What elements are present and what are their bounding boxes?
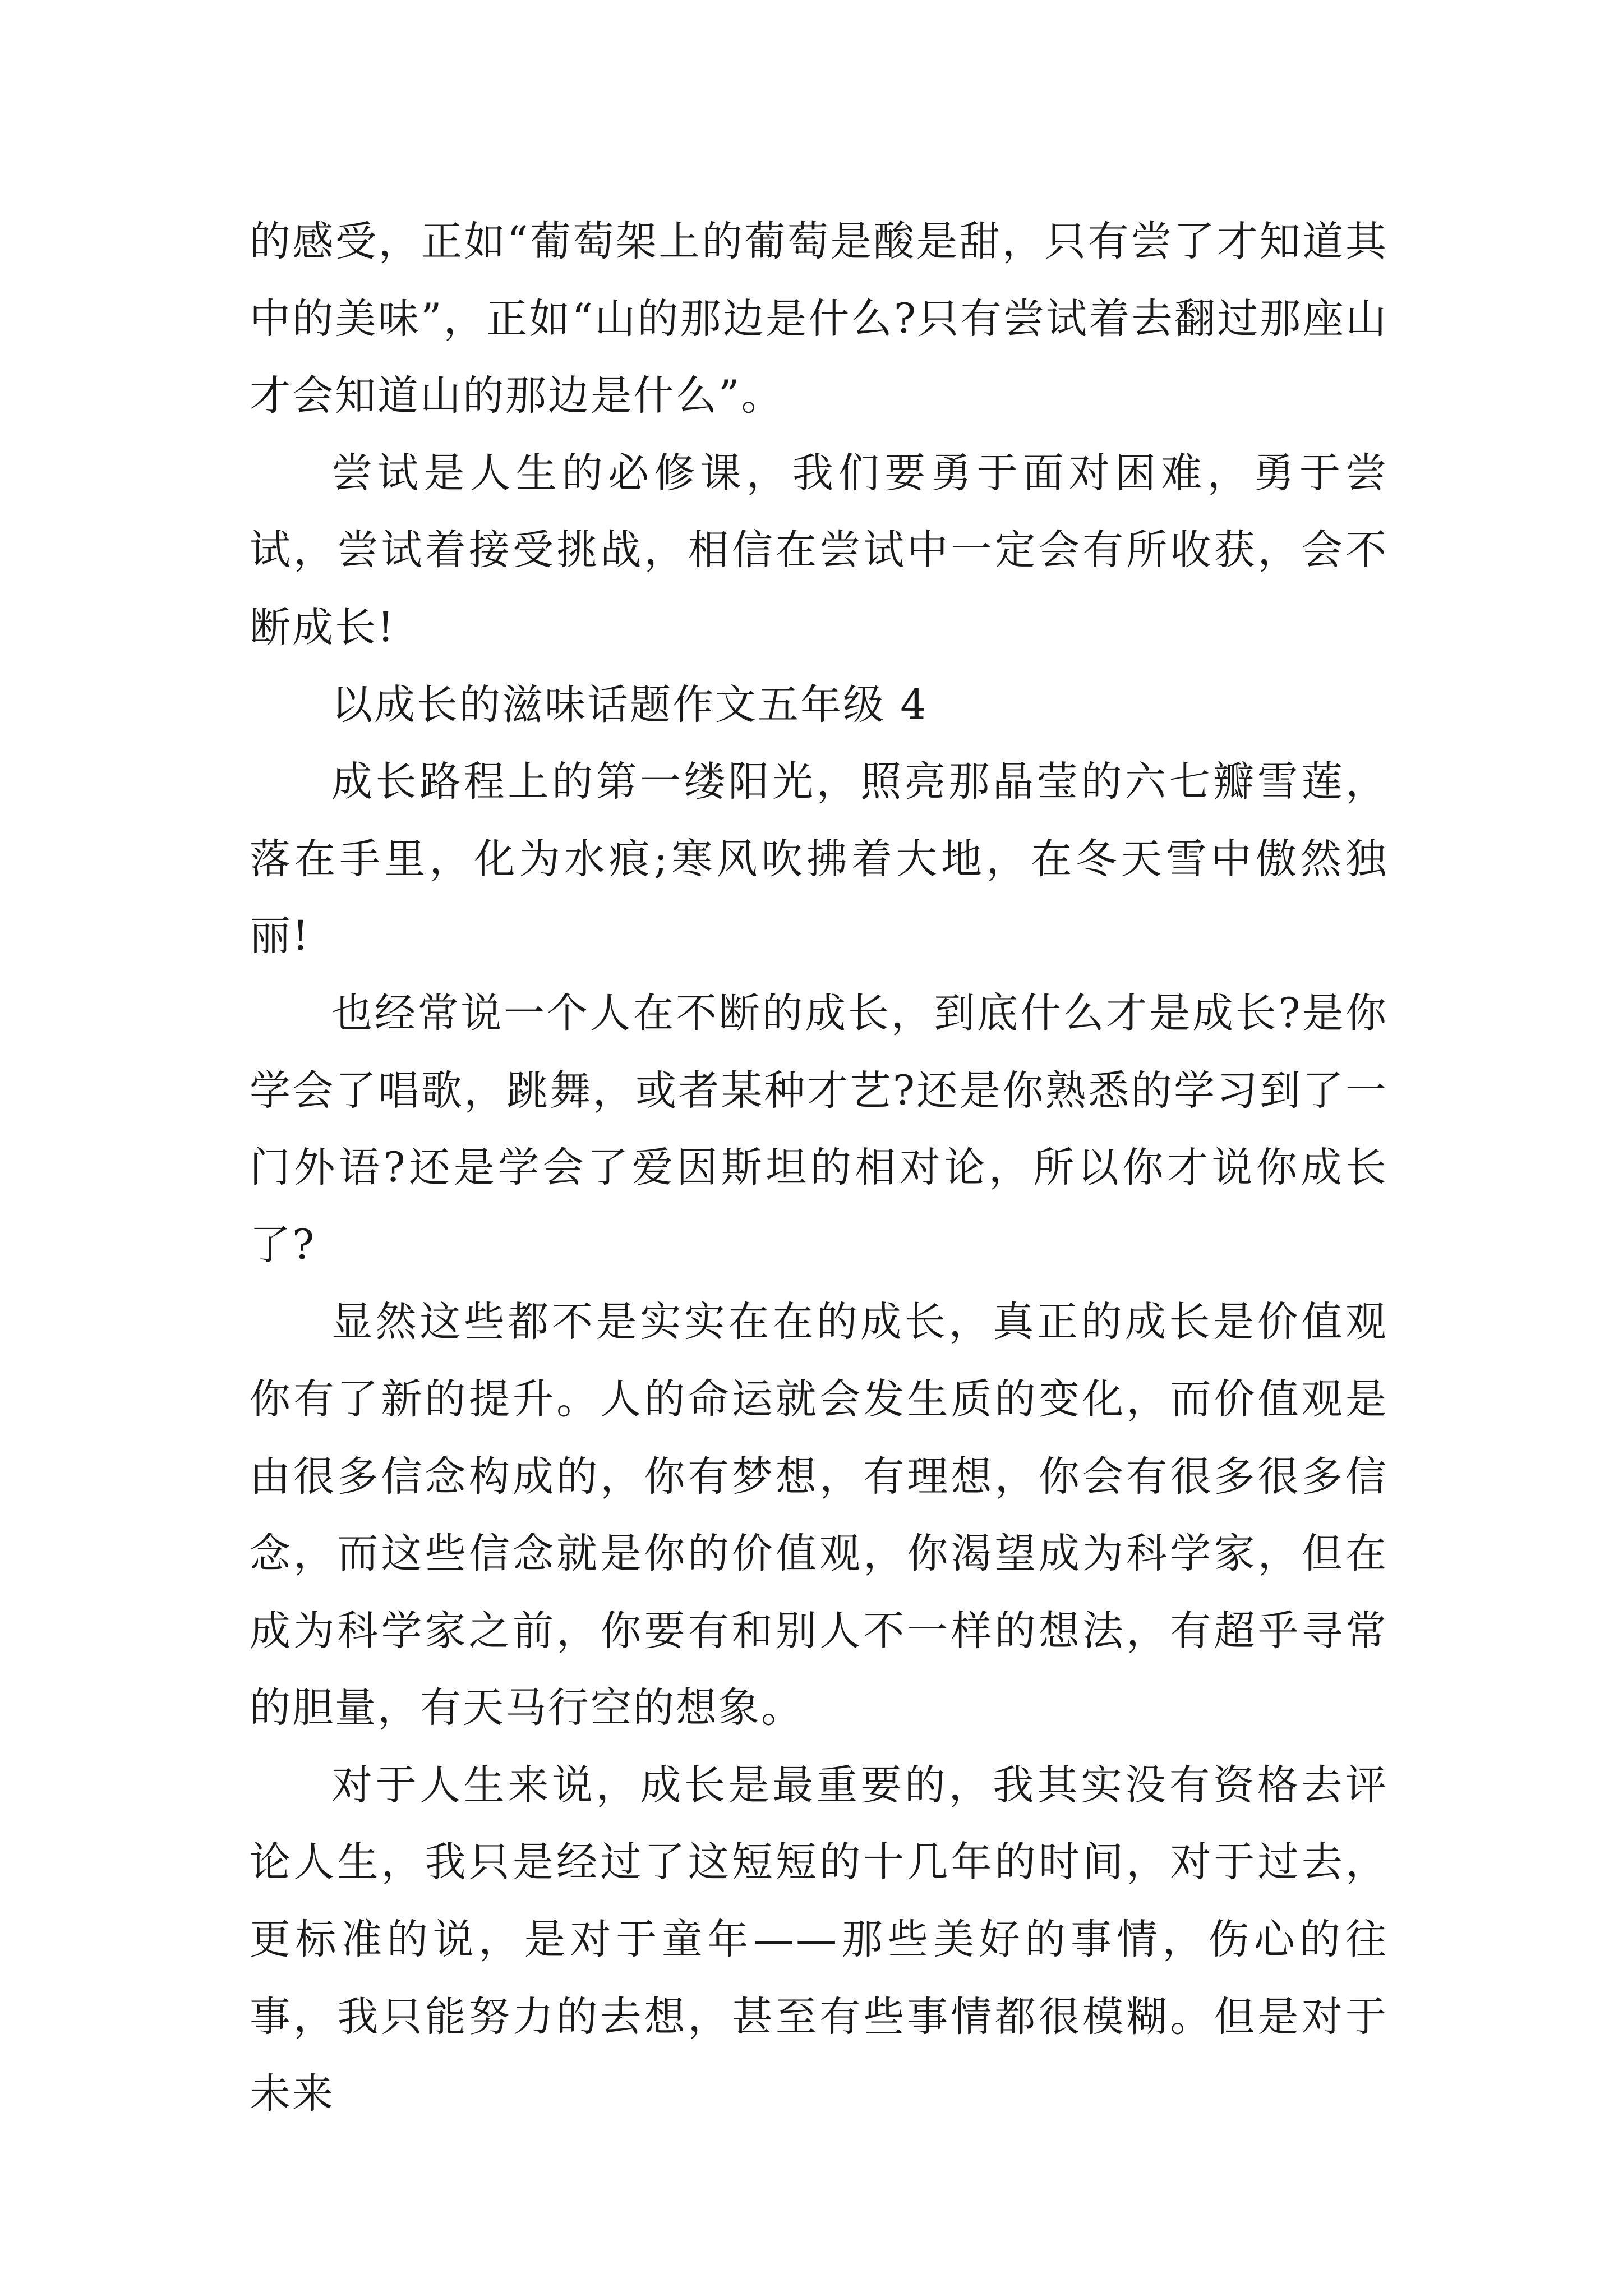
paragraph: 也经常说一个人在不断的成长，到底什么才是成长?是你学会了唱歌，跳舞，或者某种才艺?还是你熟悉的学习到了一门外语?还是学会了爱因斯坦的相对论，所以你才说你成长了? <box>250 989 1388 1269</box>
document-body <box>250 203 1388 2133</box>
paragraph-continued: 的感受，正如“葡萄架上的葡萄是酸是甜，只有尝了才知道其中的美味”，正如“山的那边是什么?只有尝试着去翻过那座山才会知道山的那边是什么”。 <box>250 218 1388 420</box>
paragraph: 显然这些都不是实实在在的成长，真正的成长是价值观你有了新的提升。人的命运就会发生质的变化，而价值观是由很多信念构成的，你有梦想，有理想，你会有很多很多信念，而这些信念就是你的价值观，你渴望成为科学家，但在成为科学家之前，你要有和别人不一样的想法，有超乎寻常的胆量，有天马行空的想象。 <box>250 1298 1388 1732</box>
paragraph: 对于人生来说，成长是最重要的，我其实没有资格去评论人生，我只是经过了这短短的十几年的时间，对于过去，更标准的说，是对于童年——那些美好的事情，伤心的往事，我只能努力的去想，甚至有些事情都很模糊。但是对于未来 <box>250 1761 1388 2118</box>
paragraph: 尝试是人生的必修课，我们要勇于面对困难，勇于尝试，尝试着接受挑战，相信在尝试中一定会有所收获，会不断成长! <box>250 449 1388 651</box>
section-heading: 以成长的滋味话题作文五年级 4 <box>331 680 928 729</box>
paragraph: 成长路程上的第一缕阳光，照亮那晶莹的六七瓣雪莲，落在手里，化为水痕;寒风吹拂着大地，在冬天雪中傲然独丽! <box>250 758 1388 960</box>
